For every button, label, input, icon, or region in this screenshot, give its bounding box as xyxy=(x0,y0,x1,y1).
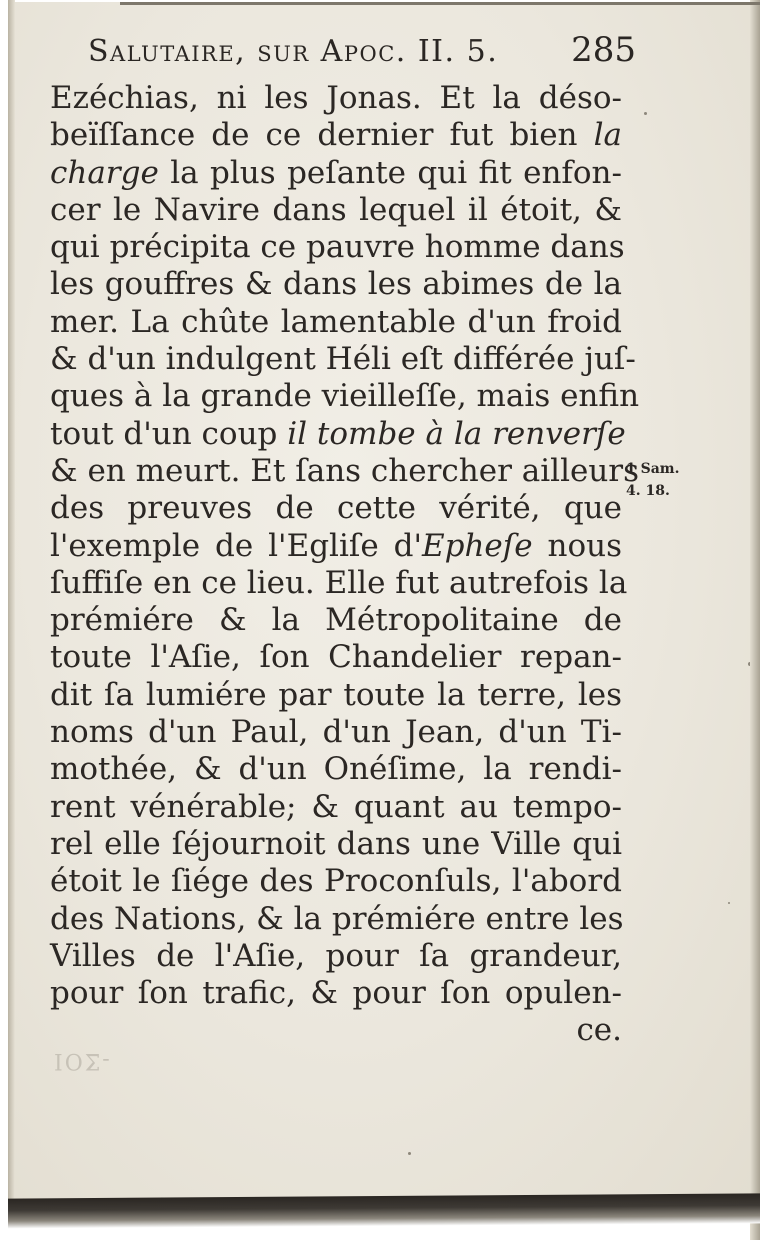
text-line xyxy=(50,789,622,826)
text-run: l'exemple de l'Egliſe d' xyxy=(50,527,422,564)
text-line xyxy=(50,266,622,303)
italic-text-run: Epheſe xyxy=(421,527,533,564)
italic-text-run: charge xyxy=(50,154,159,191)
text-line xyxy=(50,490,622,527)
text-line xyxy=(50,677,622,714)
text-run: des preuves de cette vérité, que xyxy=(50,490,622,527)
text-run: tout d'un coup xyxy=(50,415,288,452)
marginal-reference-book: 1 Sam. xyxy=(626,461,680,477)
marginal-reference xyxy=(626,458,696,502)
text-line xyxy=(50,863,622,900)
text-run: toute l'Aſie, ſon Chandelier repan- xyxy=(50,639,622,676)
text-run: mothée, & d'un Onéſime, la rendi- xyxy=(50,751,622,788)
text-run: dit ſa lumiére par toute la terre, les xyxy=(50,676,622,713)
text-run: & en meurt. Et ſans chercher ailleurs xyxy=(50,452,640,489)
italic-text-run: il tombe à la renverſe xyxy=(287,415,626,452)
paper-speck xyxy=(728,902,730,904)
text-run: qui précipita ce pauvre homme dans xyxy=(50,229,625,266)
text-line xyxy=(50,901,622,938)
page-gutter-edge xyxy=(8,0,15,1200)
text-run: prémiére & la Métropolitaine de xyxy=(50,602,622,639)
text-run: cer le Navire dans lequel il étoit, & xyxy=(50,191,622,228)
text-run: nous xyxy=(532,527,622,564)
text-line xyxy=(50,117,622,154)
catchword: ce. xyxy=(576,1012,622,1049)
text-run: ques à la grande vieilleſſe, mais enfin xyxy=(50,378,640,415)
text-run: Villes de l'Aſie, pour ſa grandeur, xyxy=(50,937,622,974)
text-run: Ezéchias, ni les Jonas. Et la déso- xyxy=(50,80,622,116)
text-run: & d'un indulgent Héli eſt différée juſ- xyxy=(50,341,636,378)
page-number: 285 xyxy=(571,30,636,70)
paper-speck xyxy=(408,1152,411,1155)
bleed-through-text: ΙOΣ- xyxy=(54,1048,112,1073)
text-run: noms d'un Paul, d'un Jean, d'un Ti- xyxy=(50,714,622,751)
page-bottom-shadow xyxy=(8,1193,760,1228)
text-line xyxy=(50,192,622,229)
text-line xyxy=(50,602,622,639)
text-run: des Nations, & la prémiére entre les xyxy=(50,900,624,937)
text-line xyxy=(50,304,622,341)
text-run: mer. La chûte lamentable d'un froid xyxy=(50,303,622,340)
text-line xyxy=(50,80,622,117)
text-run: étoit le ſiége des Proconſuls, l'abord xyxy=(50,863,622,900)
text-line xyxy=(50,341,636,378)
text-line xyxy=(50,229,625,266)
text-line xyxy=(50,826,622,863)
text-line xyxy=(50,751,622,788)
text-line xyxy=(50,415,626,453)
marginal-reference-verse: 4. 18. xyxy=(626,483,670,499)
body-text xyxy=(50,80,640,1050)
text-line xyxy=(50,378,640,415)
text-line xyxy=(50,564,628,602)
text-line xyxy=(50,975,622,1012)
text-run: beïſſance de ce dernier fut bien xyxy=(50,117,594,154)
text-run: les gouffres & dans les abimes de la xyxy=(50,266,622,303)
text-line xyxy=(50,452,640,490)
text-line xyxy=(50,938,622,975)
paper-speck xyxy=(644,112,647,115)
running-header xyxy=(88,28,636,88)
page-fore-edge xyxy=(750,0,760,1240)
italic-text-run: la xyxy=(593,117,622,154)
text-line xyxy=(50,528,622,565)
text-run: la plus peſante qui fit enfon- xyxy=(158,154,622,191)
text-line xyxy=(50,639,622,676)
text-run: pour ſon trafic, & pour ſon opulen- xyxy=(50,975,622,1012)
text-line xyxy=(50,714,622,751)
running-title: Salutaire, sur Apoc. II. 5. xyxy=(88,34,499,69)
text-run: ſuffiſe en ce lieu. Elle fut autrefois la xyxy=(50,564,628,601)
text-run: rent vénérable; & quant au tempo- xyxy=(50,788,622,825)
page-top-edge xyxy=(120,2,760,5)
text-run: rel elle ſéjournoit dans une Ville qui xyxy=(50,825,622,862)
text-line xyxy=(50,155,622,192)
